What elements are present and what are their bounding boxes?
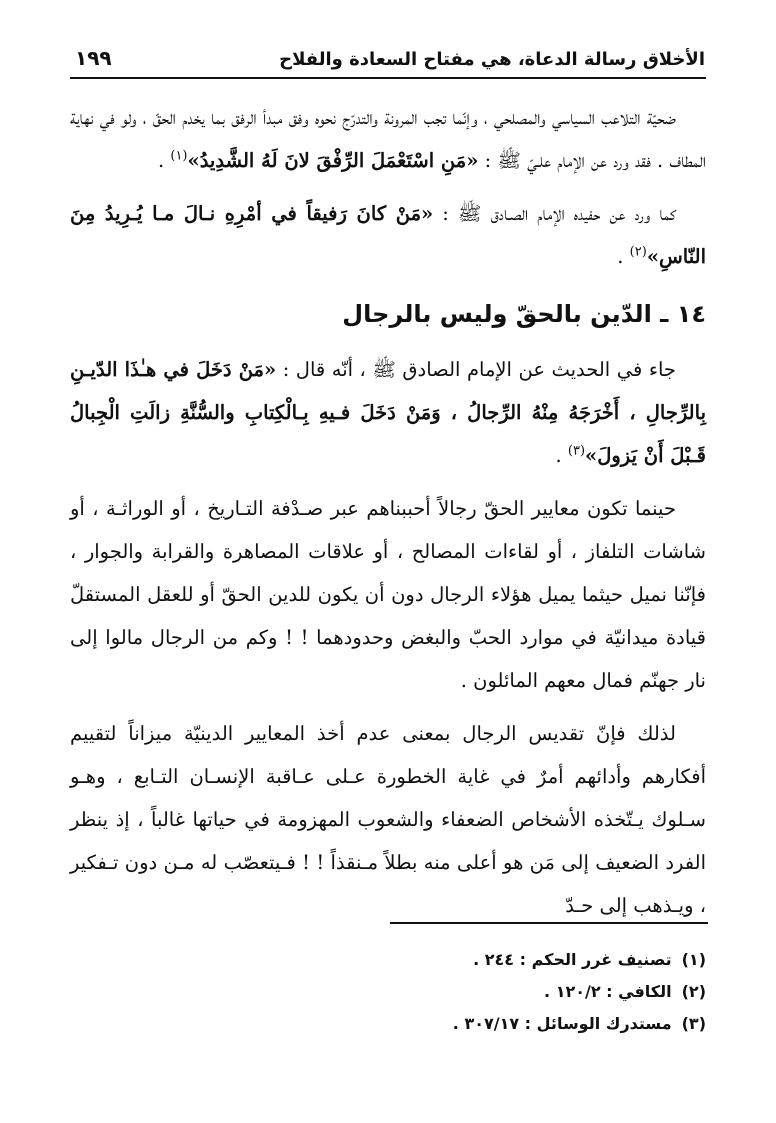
footnote-2 — [206, 976, 706, 1008]
footnote-ref-3: (٣) — [567, 443, 586, 459]
hadith-quote: «مَنْ دَخَلَ في هـٰذَا الدّيـنِ بِالرِّجالِ ، أَخْرَجَهُ مِنْهُ الرِّجالُ ، وَمَنْ دَخَلَ فـيهِ بِـالْكِتابِ والسُّنَّةِ زالَتِ الْجِبالُ قَـبْلَ أَنْ يَزولَ» — [70, 358, 706, 467]
footnote-text: الكافي : ١٢٠/٢ . — [544, 982, 672, 1001]
footnote-3 — [206, 1008, 706, 1040]
footnote-mark: (٢) — [681, 982, 706, 1001]
paragraph-end: . — [617, 245, 630, 268]
paragraph-5: لذلك فإنّ تقديس الرجال بمعنى عدم أخذ المعايير الدينيّة ميزاناً لتقييم أفكارهم وأدائهم أمرٌ في غاية الخطورة عـلى عـاقبة الإنسـان التـابع ، وهـو سـلوك يـتّخذه الأشخاص الضعفاء والشعوب المهزومة في حياتها غالباً ، إذ ينظر الفرد الضعيف إلى مَن هو أعلى منه بطلاً مـنقذاً ! ! فـيتعصّب له مـن دون تـفكير ، ويـذهب إلى حـدّ — [70, 722, 706, 917]
footnote-text: تصنيف غرر الحكم : ٢٤٤ . — [473, 950, 672, 969]
footnote-1 — [206, 944, 706, 976]
paragraph-text: جاء في الحديث عن الإمام الصادق ﷺ ، أنّه قال : — [276, 358, 676, 381]
paragraph-end: . — [555, 444, 568, 467]
footnotes — [206, 944, 706, 1040]
page-header — [75, 40, 705, 70]
header-divider — [70, 77, 706, 79]
paragraph-text: كما ورد عن حفيده الإمام الصـادق ﷺ : — [433, 202, 676, 225]
paragraph-1 — [70, 96, 706, 182]
footnote-mark: (٣) — [681, 1014, 706, 1033]
footnote-divider — [390, 922, 708, 924]
page-number: ١٩٩ — [75, 46, 112, 70]
running-title: الأخلاق رسالة الدعاة، هي مفتاح السعادة والفلاح — [279, 49, 705, 70]
paragraph-text: ضحيّة التلاعب السياسي والمصلحي ، وإنّما تجب المرونة والتدرّج نحوه وفق مبدأ الرفق بما يخدم الحقّ ، ولو في نهاية المطاف . فقد ورد عن الإمام علـيّ ﷺ : — [70, 106, 706, 172]
footnote-ref-2: (٢) — [629, 244, 647, 260]
paragraph-end: . — [157, 149, 171, 172]
hadith-quote: «مَنْ كانَ رَفيقاً في أمْرِهِ نـالَ مـا يُـرِيدُ مِنَ النّاسِ» — [70, 202, 706, 268]
paragraph-4: حينما تكون معايير الحقّ رجالاً أحببناهم عبر صـدْفة التـاريخ ، أو الوراثـة ، أو شاشات التلفاز ، أو لقاءات المصالح ، أو علاقات المصاهرة والقرابة والجوار ، فإنّنا نميل حيثما يميل هؤلاء الرجال دون أن يكون للدين الحقّ أو للعقل المستقلّ قيادة ميدانيّة في موارد الحبّ والبغض وحدودهما ! ! وكم من الرجال مالوا إلى نار جهنّم فمال معهم المائلون . — [70, 497, 706, 692]
body-text — [70, 96, 706, 937]
footnote-mark: (١) — [681, 950, 706, 969]
paragraph-3 — [70, 348, 706, 477]
hadith-quote: «مَنِ اسْتَعْمَلَ الرِّفْقَ لانَ لَهُ الشَّدِيدُ» — [187, 149, 479, 172]
section-heading: ١٤ ـ الدّين بالحقّ وليس بالرجال — [342, 300, 706, 328]
footnote-ref-1: (١) — [170, 148, 188, 164]
footnote-text: مستدرك الوسائل : ٣٠٧/١٧ . — [452, 1014, 672, 1033]
paragraph-2 — [70, 192, 706, 278]
